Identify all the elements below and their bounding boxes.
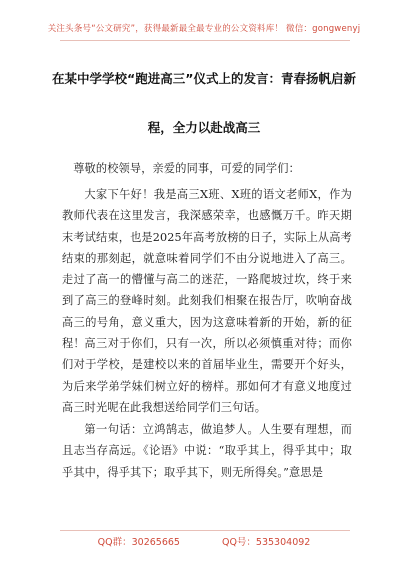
footer-qq-number: QQ号：535304092: [221, 537, 311, 548]
footer-contacts: [0, 534, 408, 548]
paragraph: 高三对于你们，只有一次，所以必须慎重对待；而你们对于学校，是建校以来的首届毕业生，需要开个好头，为后来学弟学妹们树立好的榜样。那如何才有意义地度过高三时光呢在此我想送给同学们三句话。: [62, 337, 352, 414]
greeting: 尊敬的校领导，亲爱的同事，可爱的同学们：: [73, 162, 300, 175]
paragraph: 大家下午好！我是高三X班、X班的语文老师X，作为教师代表在这里发言，我深感荣幸，也感慨万千。昨天期末考试结束，也是2025年高考放榜的日子，实际上从高考结束的那刻起，就意味着同学们不由分说地进入了高三。走过了高一的懵懂与高二的迷茫，一路爬坡过坎，终于来到了高三的登峰时刻。此刻我们相聚在报告厅，吹响奋战高三的号角，意义重大，因为这意味着新的开始，新的征程！: [62, 188, 352, 351]
paragraph: 第一句话：立鸿鹄志，做追梦人。人生要有理想，而且志当存高远。《论语》中说：“取乎其上，得乎其中；取乎其中，得乎其下；取乎其下，则无所得矣。”意思是: [62, 423, 352, 479]
footer-divider: [60, 530, 350, 531]
document-title-line-2: 程，全力以赴战高三: [147, 120, 261, 135]
header-promo: 关注头条号“公文研究”，获得最新最全最专业的公文资料库！ 微信：gongwenyj: [47, 24, 361, 34]
header-divider: [60, 40, 350, 41]
document-title-line-1: 在某中学学校“跑进高三”仪式上的发言：青春扬帆启新: [52, 71, 356, 86]
footer-qq-group: QQ群：30265665: [97, 537, 180, 548]
